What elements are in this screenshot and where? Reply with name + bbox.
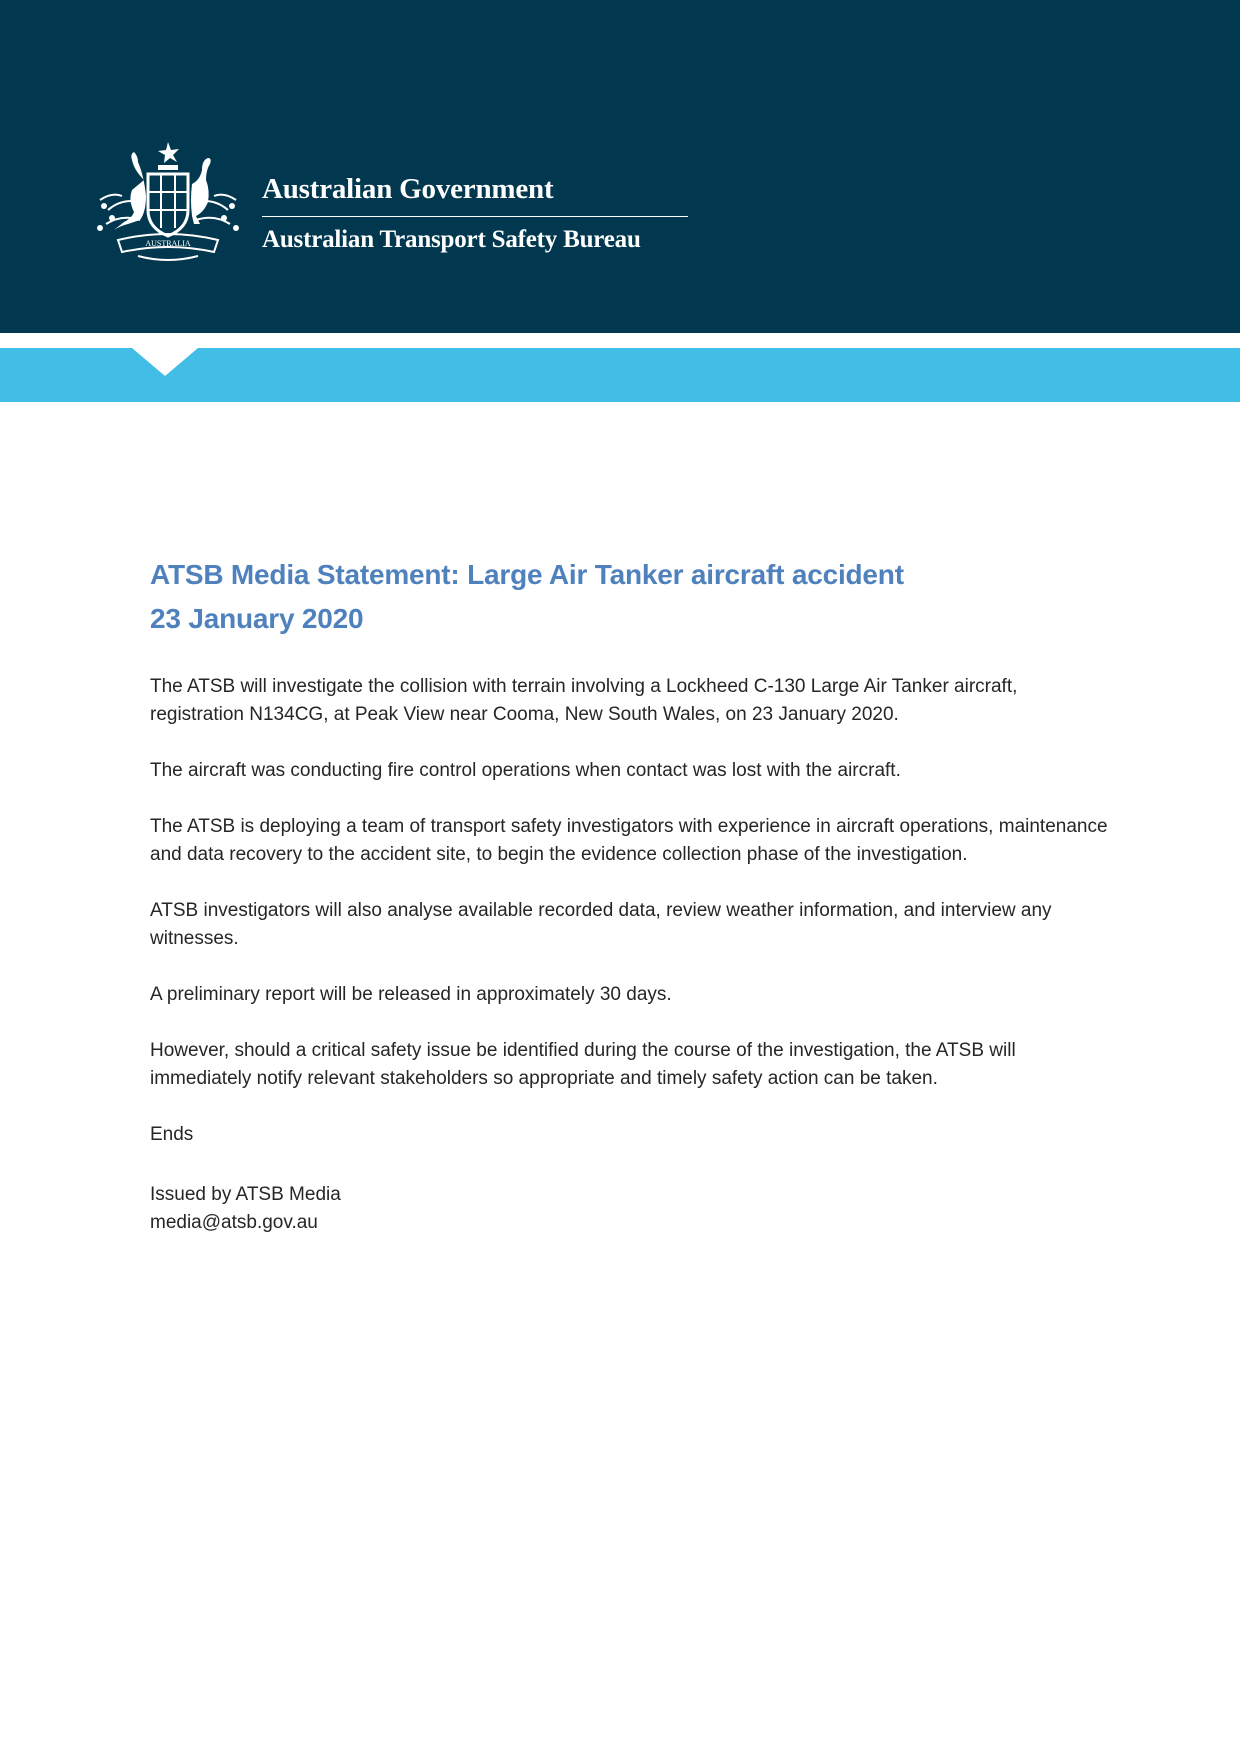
coat-of-arms-icon	[88, 140, 248, 266]
crest-scroll-text: AUSTRALIA	[145, 239, 191, 248]
paragraph: The ATSB will investigate the collision with terrain involving a Lockheed C-130 Large Air Tanker aircraft, registration N134CG, at Peak View near Cooma, New South Wales, on 23 January 2020.	[150, 676, 1018, 725]
accent-band-shape	[0, 348, 1240, 402]
accent-band	[0, 348, 1240, 402]
paragraph: The aircraft was conducting fire control operations when contact was lost with the aircraft.	[150, 760, 901, 781]
paragraph: However, should a critical safety issue be identified during the course of the investigation, the ATSB will immediately notify relevant stakeholders so appropriate and timely safety action can be taken.	[150, 1040, 1016, 1089]
document-content	[150, 553, 1110, 1237]
title-line-1: ATSB Media Statement: Large Air Tanker aircraft accident	[150, 559, 904, 590]
contact-email[interactable]: media@atsb.gov.au	[150, 1212, 318, 1233]
government-title: Australian Government	[262, 173, 554, 205]
paragraph: A preliminary report will be released in approximately 30 days.	[150, 984, 672, 1005]
agency-title: Australian Transport Safety Bureau	[262, 226, 641, 253]
header-divider	[262, 216, 688, 217]
document-title	[150, 553, 1110, 641]
title-line-2: 23 January 2020	[150, 603, 364, 634]
statement-body	[150, 673, 1110, 1237]
paragraph: The ATSB is deploying a team of transport safety investigators with experience in aircraft operations, maintenance and data recovery to the accident site, to begin the evidence collection phase of the investigation.	[150, 816, 1108, 865]
issued-by: Issued by ATSB Media	[150, 1184, 341, 1205]
ends-marker: Ends	[150, 1124, 194, 1145]
paragraph: ATSB investigators will also analyse available recorded data, review weather information, and interview any witnesses.	[150, 900, 1052, 949]
issuer-block	[150, 1181, 1110, 1237]
